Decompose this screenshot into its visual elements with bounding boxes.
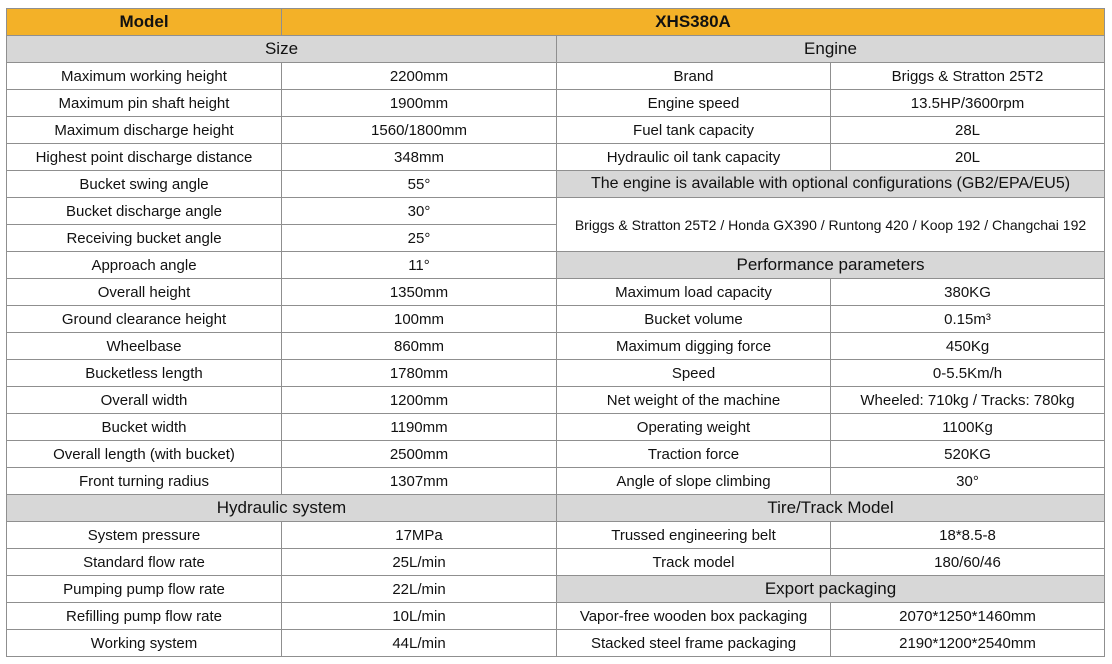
table-row — [7, 468, 1105, 495]
export-value: 2070*1250*1460mm — [831, 603, 1105, 630]
export-value: 2190*1200*2540mm — [831, 630, 1105, 657]
engine-value: 20L — [831, 144, 1105, 171]
performance-label: Maximum digging force — [557, 333, 831, 360]
hydraulic-value: 22L/min — [282, 576, 557, 603]
engine-options-list: Briggs & Stratton 25T2 / Honda GX390 / Runtong 420 / Koop 192 / Changchai 192 — [557, 198, 1105, 252]
tire-label: Track model — [557, 549, 831, 576]
table-row — [7, 144, 1105, 171]
engine-label: Fuel tank capacity — [557, 117, 831, 144]
tire-value: 180/60/46 — [831, 549, 1105, 576]
size-value: 1780mm — [282, 360, 557, 387]
table-row — [7, 576, 1105, 603]
size-label: Overall height — [7, 279, 282, 306]
size-value: 55° — [282, 171, 557, 198]
table-row — [7, 603, 1105, 630]
size-label: Wheelbase — [7, 333, 282, 360]
size-label: Overall length (with bucket) — [7, 441, 282, 468]
size-value: 100mm — [282, 306, 557, 333]
size-label: Ground clearance height — [7, 306, 282, 333]
size-label: Highest point discharge distance — [7, 144, 282, 171]
performance-value: 520KG — [831, 441, 1105, 468]
size-value: 860mm — [282, 333, 557, 360]
performance-label: Speed — [557, 360, 831, 387]
performance-label: Maximum load capacity — [557, 279, 831, 306]
size-label: Bucket width — [7, 414, 282, 441]
engine-section-title: Engine — [557, 36, 1105, 63]
table-row — [7, 522, 1105, 549]
size-label: Receiving bucket angle — [7, 225, 282, 252]
size-value: 1350mm — [282, 279, 557, 306]
table-row — [7, 441, 1105, 468]
hydraulic-label: Pumping pump flow rate — [7, 576, 282, 603]
size-value: 2500mm — [282, 441, 557, 468]
hydraulic-section-title: Hydraulic system — [7, 495, 557, 522]
engine-label: Engine speed — [557, 90, 831, 117]
table-row — [7, 333, 1105, 360]
size-value: 1200mm — [282, 387, 557, 414]
table-row — [7, 306, 1105, 333]
performance-label: Angle of slope climbing — [557, 468, 831, 495]
export-section-title: Export packaging — [557, 576, 1105, 603]
table-row — [7, 387, 1105, 414]
spec-table — [6, 8, 1105, 657]
table-row — [7, 198, 1105, 225]
size-value: 2200mm — [282, 63, 557, 90]
engine-value: 13.5HP/3600rpm — [831, 90, 1105, 117]
table-row — [7, 171, 1105, 198]
table-row — [7, 414, 1105, 441]
hydraulic-value: 10L/min — [282, 603, 557, 630]
model-row — [7, 9, 1105, 36]
size-label: Front turning radius — [7, 468, 282, 495]
size-value: 1560/1800mm — [282, 117, 557, 144]
table-row — [7, 549, 1105, 576]
table-row — [7, 90, 1105, 117]
export-label: Vapor-free wooden box packaging — [557, 603, 831, 630]
performance-value: 1100Kg — [831, 414, 1105, 441]
hydraulic-label: Refilling pump flow rate — [7, 603, 282, 630]
size-value: 11° — [282, 252, 557, 279]
size-section-title: Size — [7, 36, 557, 63]
size-label: Maximum discharge height — [7, 117, 282, 144]
engine-value: Briggs & Stratton 25T2 — [831, 63, 1105, 90]
size-label: Bucketless length — [7, 360, 282, 387]
performance-value: 0.15m³ — [831, 306, 1105, 333]
performance-value: 450Kg — [831, 333, 1105, 360]
size-value: 348mm — [282, 144, 557, 171]
engine-label: Hydraulic oil tank capacity — [557, 144, 831, 171]
hydraulic-label: Working system — [7, 630, 282, 657]
hydraulic-label: System pressure — [7, 522, 282, 549]
section-header-row — [7, 36, 1105, 63]
table-row — [7, 252, 1105, 279]
table-row — [7, 279, 1105, 306]
engine-value: 28L — [831, 117, 1105, 144]
size-label: Maximum pin shaft height — [7, 90, 282, 117]
spec-sheet — [6, 8, 1104, 657]
table-row — [7, 360, 1105, 387]
size-label: Bucket discharge angle — [7, 198, 282, 225]
hydraulic-value: 17MPa — [282, 522, 557, 549]
table-row — [7, 630, 1105, 657]
size-value: 1190mm — [282, 414, 557, 441]
tire-section-title: Tire/Track Model — [557, 495, 1105, 522]
model-value: XHS380A — [282, 9, 1105, 36]
performance-value: 30° — [831, 468, 1105, 495]
table-row — [7, 63, 1105, 90]
hydraulic-label: Standard flow rate — [7, 549, 282, 576]
tire-label: Trussed engineering belt — [557, 522, 831, 549]
size-value: 25° — [282, 225, 557, 252]
performance-value: Wheeled: 710kg / Tracks: 780kg — [831, 387, 1105, 414]
tire-value: 18*8.5-8 — [831, 522, 1105, 549]
size-label: Bucket swing angle — [7, 171, 282, 198]
size-label: Maximum working height — [7, 63, 282, 90]
engine-label: Brand — [557, 63, 831, 90]
section-header-row — [7, 495, 1105, 522]
hydraulic-value: 25L/min — [282, 549, 557, 576]
performance-value: 380KG — [831, 279, 1105, 306]
size-label: Overall width — [7, 387, 282, 414]
performance-label: Operating weight — [557, 414, 831, 441]
performance-label: Net weight of the machine — [557, 387, 831, 414]
engine-options-title: The engine is available with optional configurations (GB2/EPA/EU5) — [557, 171, 1105, 198]
performance-label: Bucket volume — [557, 306, 831, 333]
size-label: Approach angle — [7, 252, 282, 279]
hydraulic-value: 44L/min — [282, 630, 557, 657]
performance-section-title: Performance parameters — [557, 252, 1105, 279]
size-value: 30° — [282, 198, 557, 225]
size-value: 1307mm — [282, 468, 557, 495]
performance-value: 0-5.5Km/h — [831, 360, 1105, 387]
table-row — [7, 117, 1105, 144]
performance-label: Traction force — [557, 441, 831, 468]
model-label: Model — [7, 9, 282, 36]
export-label: Stacked steel frame packaging — [557, 630, 831, 657]
size-value: 1900mm — [282, 90, 557, 117]
